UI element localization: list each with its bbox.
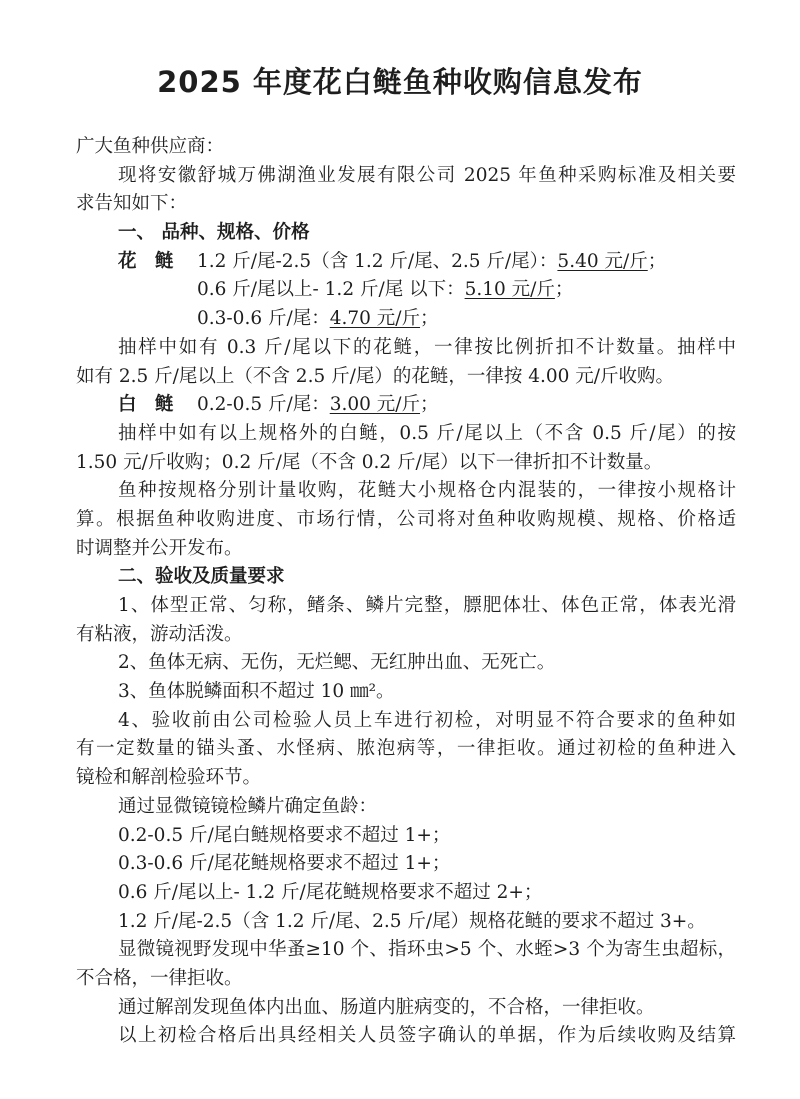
text-segment: ； xyxy=(420,308,439,330)
text-segment: 求告知如下： xyxy=(76,193,188,215)
text-line xyxy=(76,994,736,1023)
text-line xyxy=(76,592,736,621)
text-line xyxy=(76,391,736,420)
text-line xyxy=(76,162,736,191)
document-title: 2025 年度花白鲢鱼种收购信息发布 xyxy=(157,65,643,99)
text-line xyxy=(76,563,736,592)
text-line xyxy=(76,305,736,334)
text-line xyxy=(76,248,736,277)
price-value: 5.10 元/斤 xyxy=(464,279,555,301)
text-segment: 3、鱼体脱鳞面积不超过 10 ㎜²。 xyxy=(118,681,395,703)
price-value: 5.40 元/斤 xyxy=(557,250,648,272)
text-line xyxy=(76,449,736,478)
text-line xyxy=(76,334,736,363)
text-segment: 抽样中如有以上规格外的白鲢，0.5 斤/尾以上（不含 0.5 斤/尾）的按 xyxy=(118,422,736,444)
text-segment: 1、体型正常、匀称，鳍条、鳞片完整，膘肥体壮、体色正常，体表光滑 xyxy=(118,595,736,616)
text-line xyxy=(76,506,736,535)
text-line xyxy=(76,276,736,305)
text-line xyxy=(76,908,736,937)
text-segment: 0.6 斤/尾以上- 1.2 斤/尾花鲢规格要求不超过 2+； xyxy=(118,881,543,903)
text-segment: 2、鱼体无病、无伤，无烂鳃、无红肿出血、无死亡。 xyxy=(118,652,556,674)
species-label: 花 鲢 xyxy=(118,250,180,272)
text-segment: 鱼种按规格分别计量收购，花鲢大小规格仓内混装的，一律按小规格计 xyxy=(118,480,736,502)
text-segment: 0.6 斤/尾以上- 1.2 斤/尾 以下： xyxy=(197,279,465,301)
text-segment: 1.2 斤/尾-2.5（含 1.2 斤/尾、2.5 斤/尾）规格花鲢的要求不超过 3+。 xyxy=(118,910,706,932)
text-segment: 4、验收前由公司检验人员上车进行初检，对明显不符合要求的鱼种如 xyxy=(118,709,736,731)
text-segment: 0.2-0.5 斤/尾白鲢规格要求不超过 1+； xyxy=(118,824,451,846)
text-segment: 0.3-0.6 斤/尾： xyxy=(197,308,330,330)
text-line xyxy=(76,735,736,764)
text-line xyxy=(76,535,736,564)
section-heading: 二、验收及质量要求 xyxy=(118,566,285,588)
text-segment: 现将安徽舒城万佛湖渔业发展有限公司 2025 年鱼种采购标准及相关要 xyxy=(118,164,736,186)
text-segment: ； xyxy=(554,279,574,301)
text-segment: 通过显微镜镜检鳞片确定鱼龄： xyxy=(118,795,378,817)
text-line xyxy=(76,477,736,506)
text-segment: 以上初检合格后出具经相关人员签字确认的单据，作为后续收购及结算 xyxy=(118,1025,736,1047)
text-line xyxy=(76,707,736,736)
text-segment: 抽样中如有 0.3 斤/尾以下的花鲢，一律按比例折扣不计数量。抽样中 xyxy=(118,336,736,358)
text-segment: 有一定数量的锚头蚤、水怪病、脓泡病等，一律拒收。通过初检的鱼种进入 xyxy=(76,738,736,760)
text-line xyxy=(76,822,736,851)
text-line xyxy=(76,219,736,248)
text-line xyxy=(76,764,736,793)
text-line xyxy=(76,133,736,162)
text-segment: 1.2 斤/尾-2.5（含 1.2 斤/尾、2.5 斤/尾）： xyxy=(197,250,558,272)
document-body xyxy=(76,133,736,1051)
text-segment: 通过解剖发现鱼体内出血、肠道内脏病变的，不合格，一律拒收。 xyxy=(118,996,655,1018)
section-heading: 一、 品种、规格、价格 xyxy=(118,222,310,244)
text-segment: 不合格，一律拒收。 xyxy=(76,967,243,989)
text-segment: 显微镜视野发现中华蚤≥10 个、指环虫>5 个、水蛭>3 个为寄生虫超标， xyxy=(118,939,736,961)
text-line xyxy=(76,190,736,219)
text-line xyxy=(76,879,736,908)
text-line xyxy=(76,621,736,650)
text-line xyxy=(76,678,736,707)
text-segment: ； xyxy=(647,250,667,272)
price-value: 4.70 元/斤 xyxy=(329,308,421,330)
text-line xyxy=(76,850,736,879)
text-line xyxy=(76,965,736,994)
text-segment: 广大鱼种供应商： xyxy=(76,136,225,157)
text-segment: 时调整并公开发布。 xyxy=(76,537,243,559)
text-line xyxy=(76,420,736,449)
text-line xyxy=(76,936,736,965)
text-segment: 0.2-0.5 斤/尾： xyxy=(197,394,330,416)
text-line xyxy=(76,363,736,392)
text-segment: 1.50 元/斤收购；0.2 斤/尾（不含 0.2 斤/尾）以下一律折扣不计数量。 xyxy=(76,451,663,473)
text-segment: 算。根据鱼种收购进度、市场行情，公司将对鱼种收购规模、规格、价格适 xyxy=(76,508,736,530)
text-segment: 镜检和解剖检验环节。 xyxy=(76,767,262,789)
text-line xyxy=(76,1022,736,1051)
text-segment: 如有 2.5 斤/尾以上（不含 2.5 斤/尾）的花鲢，一律按 4.00 元/斤收购。 xyxy=(76,365,675,387)
price-value: 3.00 元/斤 xyxy=(329,394,421,416)
text-segment: 0.3-0.6 斤/尾花鲢规格要求不超过 1+； xyxy=(118,853,451,875)
text-segment: ； xyxy=(420,394,439,416)
species-label: 白 鲢 xyxy=(118,394,180,416)
text-line xyxy=(76,793,736,822)
text-segment: 有粘液，游动活泼。 xyxy=(76,623,243,645)
text-line xyxy=(76,649,736,678)
